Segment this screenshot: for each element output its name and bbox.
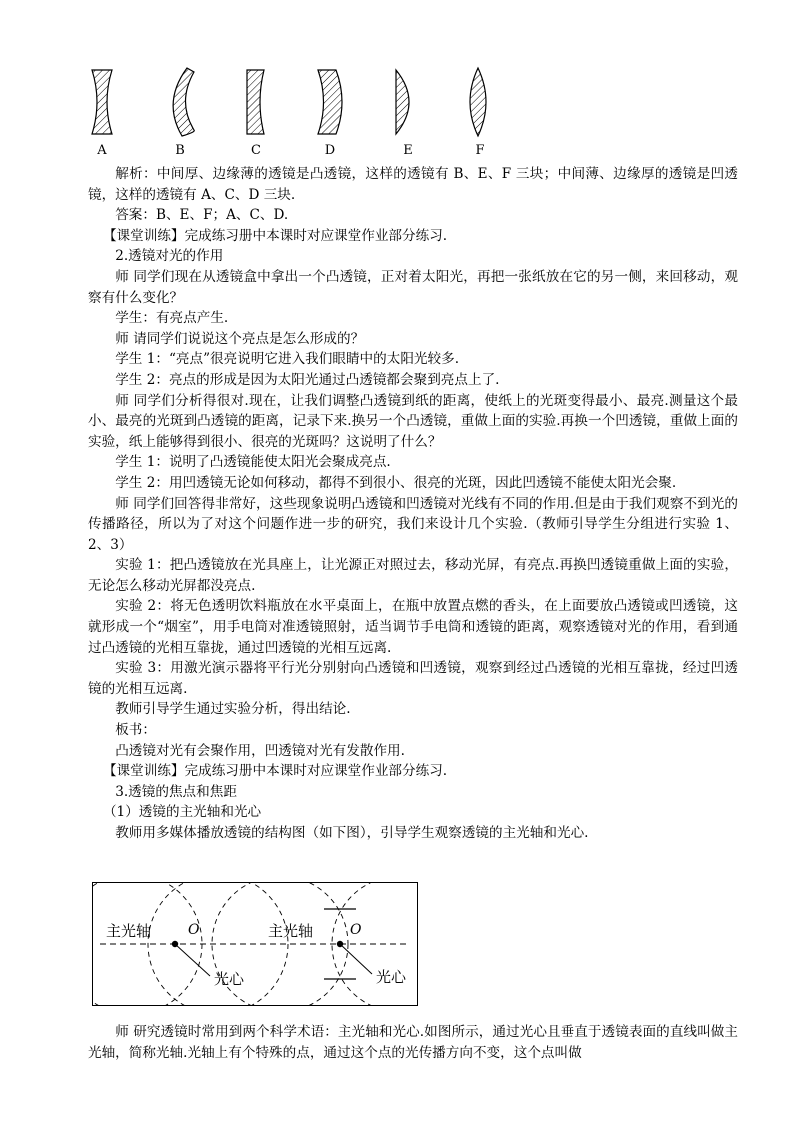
center-caption-left: 光心 [214,970,245,988]
section-heading: 3.透镜的焦点和焦距 [115,783,237,800]
center-caption-right: 光心 [376,968,407,986]
paragraph: 教师引导学生通过实验分析，得出结论. [115,701,351,718]
paragraph: 学生 1：说明了凸透镜能使太阳光会聚成亮点. [115,454,391,471]
paragraph: 师 研究透镜时常用到两个科学术语：主光轴和光心.如图所示，通过光心且垂直于透镜表面的直线叫做主光轴，简称光轴.光轴上有个特殊的点，通过这个点的光传播方向不变，这个点叫做 [88,1024,738,1061]
section-heading: 2.透镜对光的作用 [115,248,224,265]
lens-e-shape [396,70,409,134]
paragraph: 板书： [115,722,156,739]
lens-label-b: B [175,143,185,158]
paragraph: 学生 1：“亮点”很亮说明它进入我们眼睛中的太阳光较多. [115,351,460,368]
axis-label-right: 主光轴 [268,922,314,940]
main-text [88,164,738,844]
lens-label-a: A [97,143,107,158]
subsection-heading: （1）透镜的主光轴和光心 [102,804,262,821]
paragraph: 实验 2：将无色透明饮料瓶放在水平桌面上，在瓶中放置点燃的香头，在上面要放凸透镜或凹透镜，这就形成一个“烟室”，用手电筒对准透镜照射，适当调节手电筒和透镜的距离，观察透镜对光的作用，看到通过凸透镜的光相互靠拢，通过凹透镜的光相互远离. [88,598,738,656]
paragraph: 教师用多媒体播放透镜的结构图（如下图），引导学生观察透镜的主光轴和光心. [115,825,589,841]
paragraph: 师 同学们回答得非常好，这些现象说明凸透镜和凹透镜对光线有不同的作用.但是由于我们观察不到光的传播路径，所以为了对这个问题作进一步的研究，我们来设计几个实验.（教师引导学生分组进行实验 1、2、3） [88,495,738,553]
lens-label-c: C [251,143,261,158]
lens-shapes [82,62,502,162]
lens-f-shape [470,68,486,136]
lens-a-shape [92,70,112,134]
lens-c-shape [247,70,264,134]
paragraph: 凸透镜对光有会聚作用，凹透镜对光有发散作用. [115,742,405,759]
axis-label-left: 主光轴 [106,922,152,940]
paragraph: 学生 2：亮点的形成是因为太阳光通过凸透镜都会聚到亮点上了. [115,371,500,388]
paragraph: 师 请同学们说说这个亮点是怎么形成的？ [115,330,365,347]
lens-figure [82,62,502,162]
lens-label-d: D [324,143,336,158]
lens-d-shape [318,70,342,134]
paragraph: 【课堂训练】完成练习册中本课时对应课堂作业部分练习. [102,763,448,780]
lens-b-shape [173,68,194,136]
axis-diagram-svg [92,882,418,1006]
optical-center-label-left: O [188,922,200,938]
principal-axis-diagram [92,882,418,1006]
optical-center-label-right: O [350,922,362,938]
lens-label-f: F [475,143,485,158]
paragraph: 学生 2：用凹透镜无论如何移动，都得不到很小、很亮的光斑，因此凹透镜不能使太阳光会聚. [115,474,677,491]
paragraph: 【课堂训练】完成练习册中本课时对应课堂作业部分练习. [102,227,448,244]
paragraph: 实验 3：用激光演示器将平行光分别射向凸透镜和凹透镜，观察到经过凸透镜的光相互靠拢，经过凹透镜的光相互远离. [88,660,738,697]
paragraph: 答案：B、E、F；A、C、D. [115,207,289,224]
paragraph: 解析：中间厚、边缘薄的透镜是凸透镜，这样的透镜有 B、E、F 三块；中间薄、边缘厚的透镜是凹透镜，这样的透镜有 A、C、D 三块. [88,166,738,203]
paragraph: 学生：有亮点产生. [115,310,229,327]
paragraph: 实验 1：把凸透镜放在光具座上，让光源正对照过去，移动光屏，有亮点.再换凹透镜重做上面的实验，无论怎么移动光屏都没亮点. [88,557,738,594]
bottom-text [88,1022,738,1063]
paragraph: 师 同学们现在从透镜盒中拿出一个凸透镜，正对着太阳光，再把一张纸放在它的另一侧，来回移动，观察有什么变化？ [88,268,738,306]
lens-label-e: E [403,143,413,158]
paragraph: 师 同学们分析得很对.现在，让我们调整凸透镜到纸的距离，使纸上的光斑变得最小、最亮.测量这个最小、最亮的光斑到凸透镜的距离，记录下来.换另一个凸透镜，重做上面的实验.再换一个凹透镜，重做上面的实验，纸上能够得到很小、很亮的光斑吗？这说明了什么？ [88,392,738,450]
